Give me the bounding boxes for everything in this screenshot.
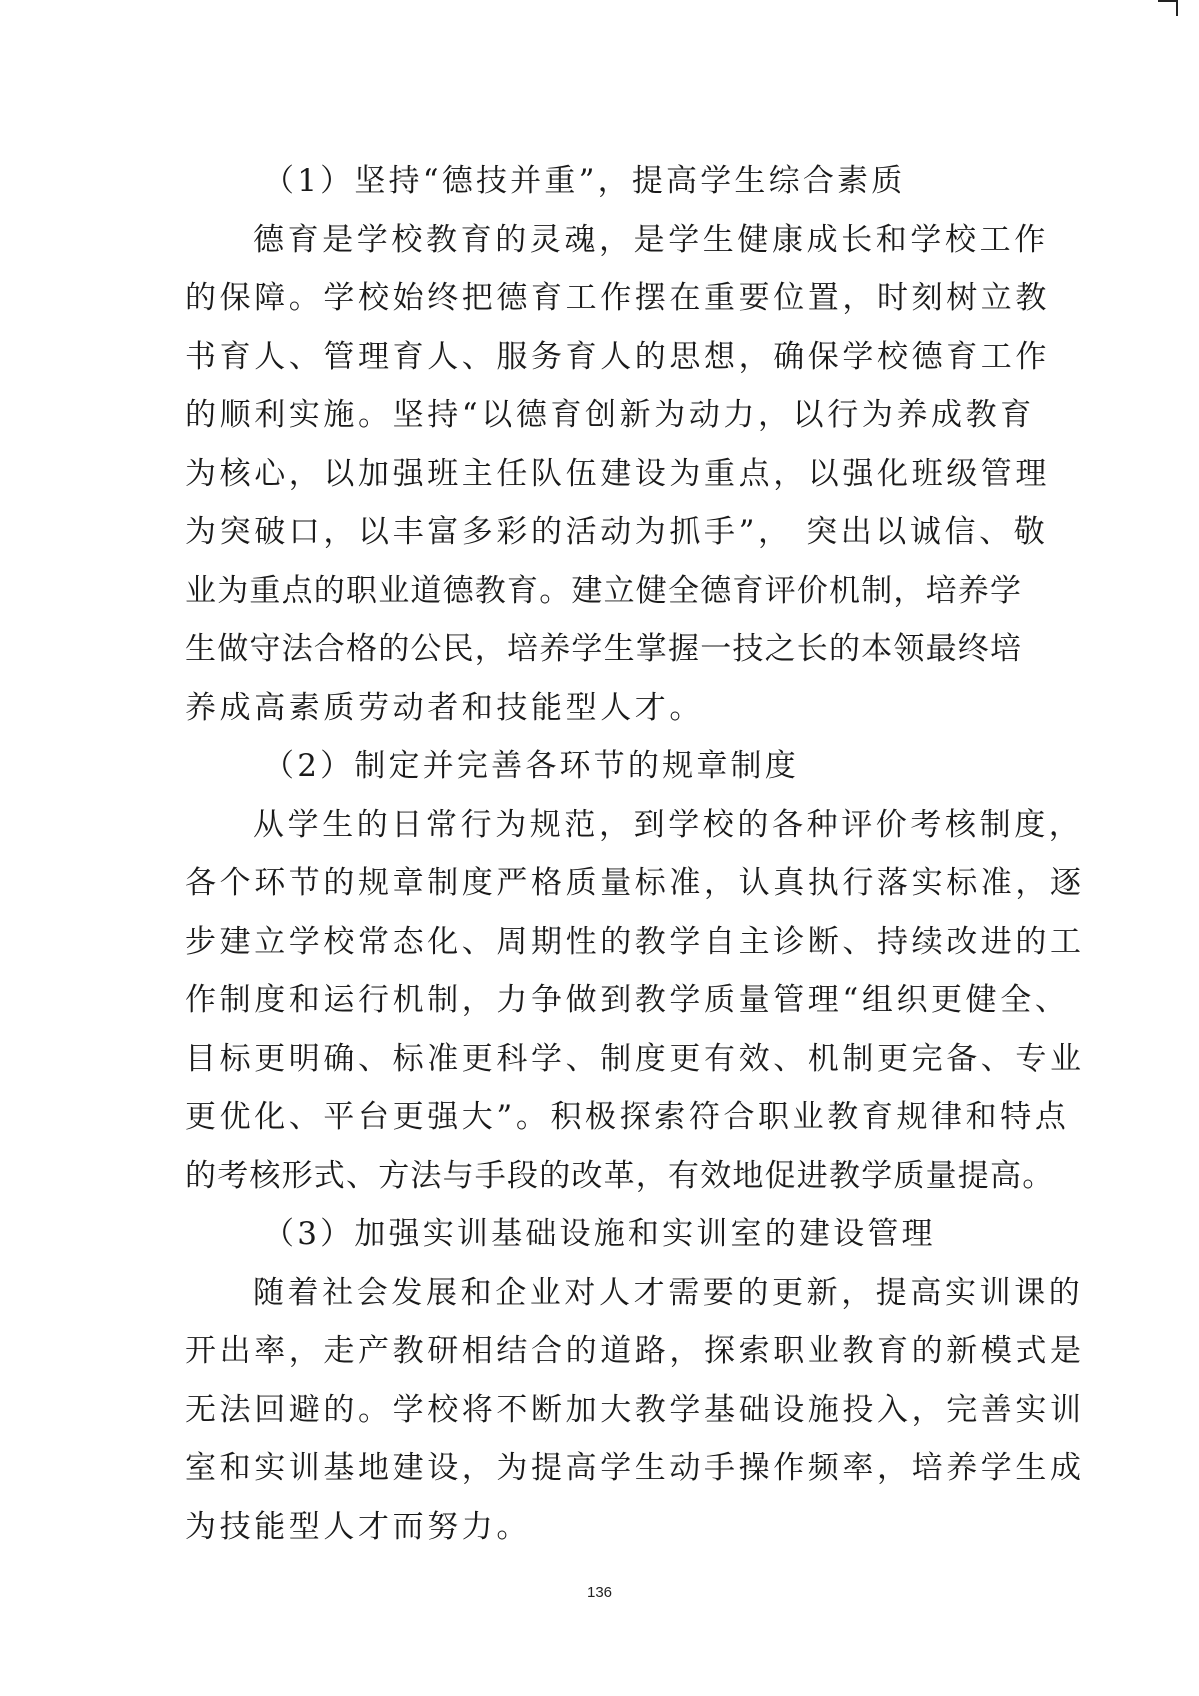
paragraph-line: 步建立学校常态化、周期性的教学自主诊断、持续改进的工: [185, 923, 1085, 960]
paragraph-line: 书育人、管理育人、服务育人的思想，确保学校德育工作: [185, 338, 1050, 375]
paragraph-line: 无法回避的。学校将不断加大教学基础设施投入，完善实训: [185, 1391, 1085, 1428]
paragraph-line: 开出率，走产教研相结合的道路，探索职业教育的新模式是: [185, 1333, 1085, 1369]
paragraph-line: 业为重点的职业道德教育。建立健全德育评价机制，培养学: [185, 572, 1023, 609]
paragraph-line: 作制度和运行机制，力争做到教学质量管理“组织更健全、: [185, 982, 1070, 1018]
paragraph-line: 目标更明确、标准更科学、制度更有效、机制更完备、专业: [185, 1040, 1085, 1077]
paragraph-line: 生做守法合格的公民，培养学生掌握一技之长的本领最终培: [185, 631, 1023, 667]
page-number: 136: [586, 1584, 613, 1601]
paragraph-line: 德育是学校教育的灵魂，是学生健康成长和学校工作: [253, 221, 1049, 258]
paragraph-line: 随着社会发展和企业对人才需要的更新，提高实训课的: [253, 1274, 1084, 1311]
section-1-heading: （1）坚持“德技并重”，提高学生综合素质: [263, 163, 906, 199]
paragraph-line: 的保障。学校始终把德育工作摆在重要位置，时刻树立教: [185, 280, 1050, 316]
paragraph-line: 为突破口，以丰富多彩的活动为抓手”， 突出以诚信、敬: [185, 514, 1049, 550]
crop-mark: [1158, 0, 1178, 16]
paragraph-line: 更优化、平台更强大”。积极探索符合职业教育规律和特点: [185, 1099, 1070, 1135]
section-2-heading: （2）制定并完善各环节的规章制度: [263, 748, 799, 784]
paragraph-line: 的顺利实施。坚持“以德育创新为动力，以行为养成教育: [185, 397, 1035, 433]
paragraph-line: 室和实训基地建设，为提高学生动手操作频率，培养学生成: [185, 1450, 1085, 1486]
paragraph-line: 各个环节的规章制度严格质量标准，认真执行落实标准，逐: [185, 865, 1085, 901]
paragraph-line: 为技能型人才而努力。: [185, 1508, 531, 1545]
section-3-heading: （3）加强实训基础设施和实训室的建设管理: [263, 1216, 936, 1252]
paragraph-line: 养成高素质劳动者和技能型人才。: [185, 689, 704, 726]
paragraph-line: 为核心，以加强班主任队伍建设为重点，以强化班级管理: [185, 455, 1050, 492]
page-body: [185, 152, 1085, 1556]
paragraph-line: 从学生的日常行为规范，到学校的各种评价考核制度，: [253, 806, 1084, 843]
paragraph-line: 的考核形式、方法与手段的改革，有效地促进教学质量提高。: [185, 1157, 1055, 1194]
